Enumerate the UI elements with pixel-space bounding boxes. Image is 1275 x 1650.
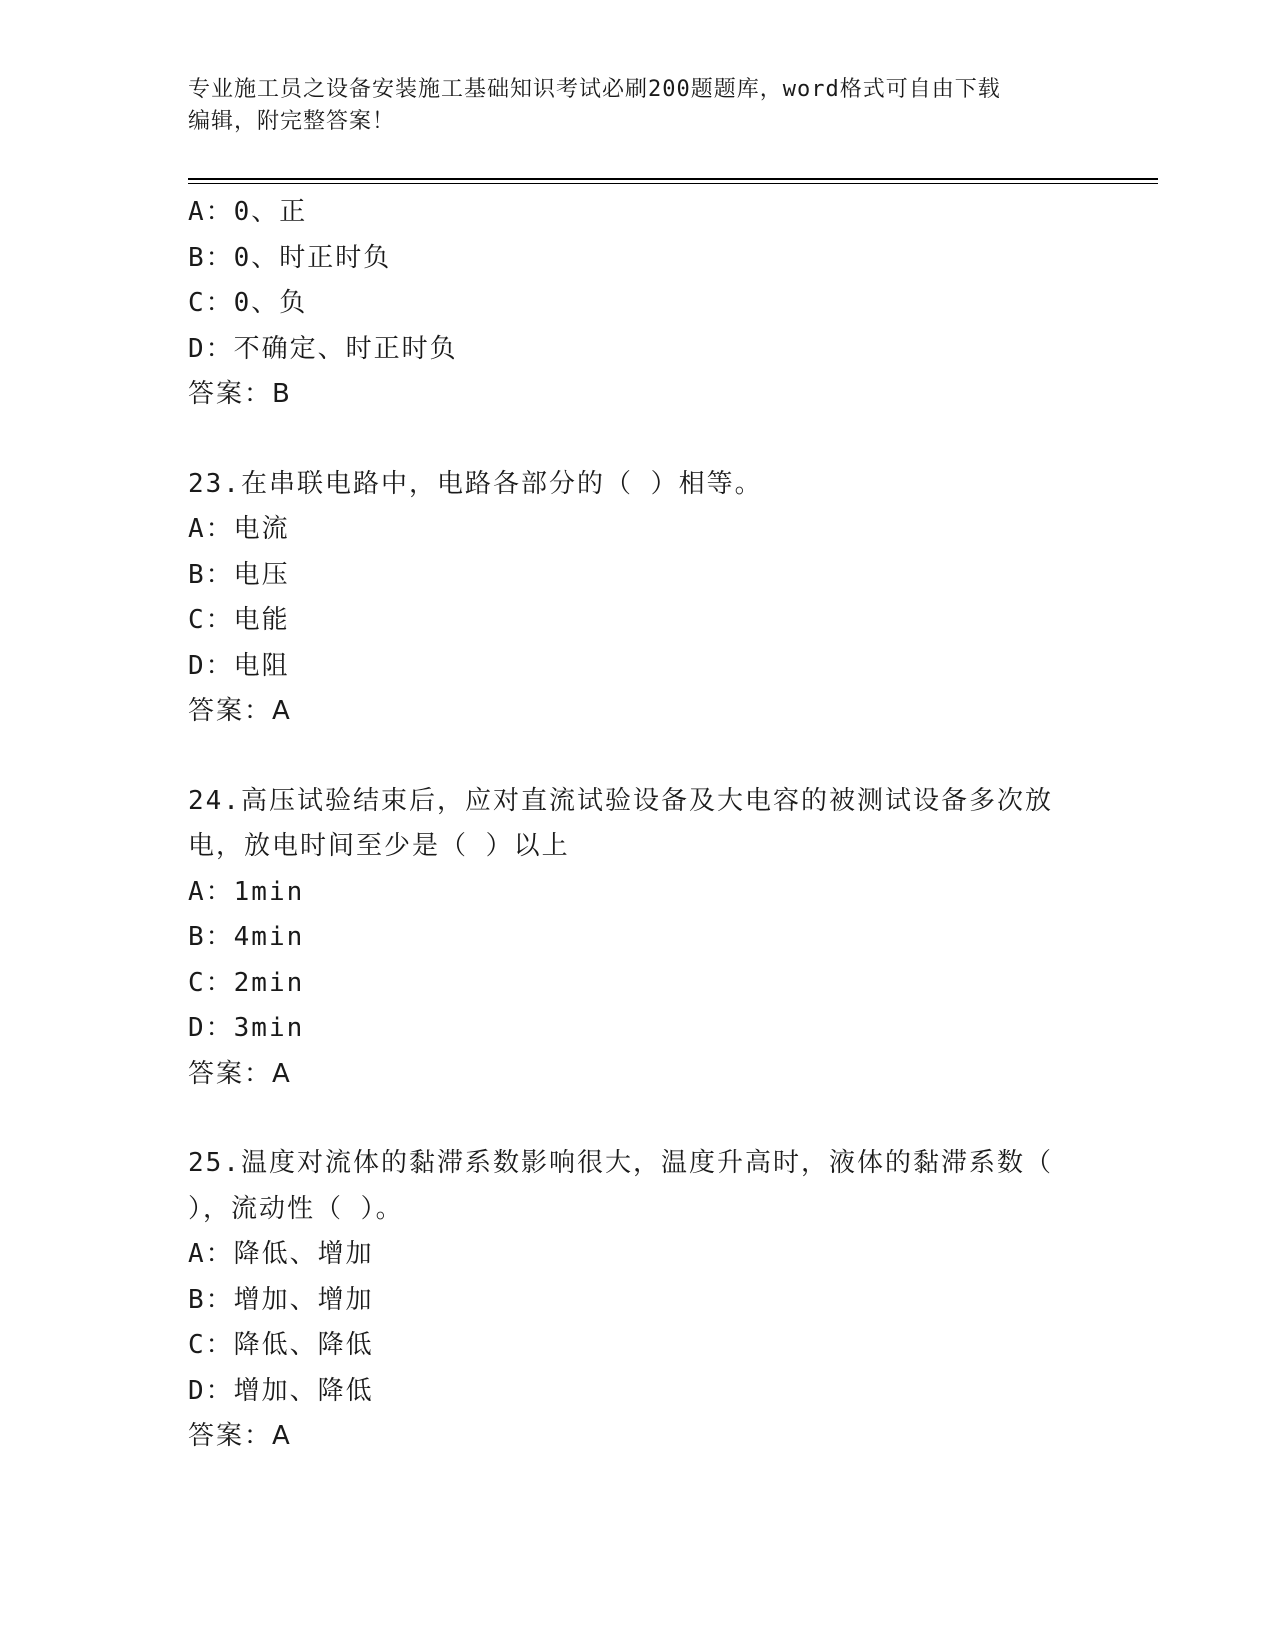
question-23	[188, 462, 1088, 735]
question-24	[188, 779, 1088, 1098]
answer-line: 答案：A	[188, 696, 292, 726]
option-a: A：0、正	[188, 197, 308, 227]
option-a: A：1min	[188, 876, 305, 907]
header-line-1: 专业施工员之设备安装施工基础知识考试必刷200题题库，word格式可自由下载	[188, 77, 1001, 102]
header-divider-thick	[188, 178, 1158, 180]
option-a: A：降低、增加	[188, 1239, 374, 1269]
answer-line: 答案：A	[188, 1058, 292, 1089]
question-text: 23.在串联电路中，电路各部分的（ ）相等。	[188, 468, 763, 499]
header-divider-thin	[188, 183, 1158, 184]
document-header	[188, 74, 1088, 138]
answer-line: 答案：A	[188, 1421, 292, 1451]
question-text-continued: ），流动性（ ）。	[188, 1193, 404, 1224]
option-d: D：电阻	[188, 650, 290, 681]
option-b: B：增加、增加	[188, 1284, 374, 1315]
question-22	[188, 190, 1088, 418]
option-c: C：降低、降低	[188, 1330, 374, 1360]
option-d: D：3min	[188, 1013, 305, 1043]
question-text-continued: 电，放电时间至少是（ ）以上	[188, 831, 570, 861]
option-c: C：电能	[188, 605, 290, 635]
option-d: D：增加、降低	[188, 1375, 374, 1406]
option-b: B：电压	[188, 559, 290, 590]
option-c: C：2min	[188, 967, 305, 998]
option-b: B：0、时正时负	[188, 242, 392, 273]
option-d: D：不确定、时正时负	[188, 333, 458, 364]
option-c: C：0、负	[188, 288, 308, 318]
option-b: B：4min	[188, 922, 305, 952]
question-text: 24.高压试验结束后，应对直流试验设备及大电容的被测试设备多次放	[188, 785, 1053, 816]
header-line-2: 编辑，附完整答案！	[188, 109, 396, 134]
question-list	[188, 190, 1088, 1460]
option-a: A：电流	[188, 514, 290, 544]
question-text: 25.温度对流体的黏滞系数影响很大，温度升高时，液体的黏滞系数（	[188, 1148, 1053, 1178]
question-25	[188, 1141, 1088, 1460]
answer-line: 答案：B	[188, 379, 292, 409]
